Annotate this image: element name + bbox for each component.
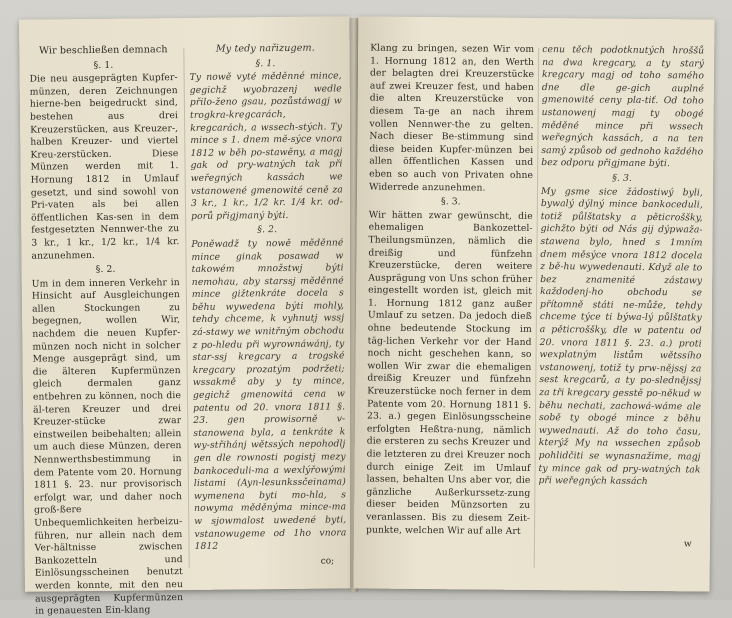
- column-divider: [183, 48, 189, 568]
- german-paragraph-3: Wir hätten zwar gewünscht, die ehemaligen Bankozettel-Theilungsmünzen, nämlich die dreißig und fünfzehn Kreuzerstücke, deren weitere Ausprägung von Uns schon früher eingestellt worden ist, gleich mit 1. Hornung 1812 ganz außer Umlauf zu setzen. Da jedoch dieß ohne bedeutende Stockung im täg-lichen Verkehr vor der Hand noch nicht geschehen kann, so wollen Wir zwar die ehemaligen dreißig Kreuzer und fünfzehn Kreuzerstücke noch ferner in dem Patente vom 20. Hornung 1811 §. 23. a.) gegen Einlösungsscheine erfolgten Heßtra-nung, nämlich die ersteren zu sechs Kreuzer und die letzteren zu drei Kreuzer noch durch einige Zeit im Umlauf lassen, behalten Uns aber vor, die gänzliche Außerkurssetz-zung dieser beiden Münzsorten zu veranlassen. Bis zu diesem Zeit-punkte, welchen Wir auf alle Art: [365, 209, 533, 537]
- left-column-german: [29, 44, 183, 618]
- german-paragraph-2: Um in dem inneren Verkehr in Hinsicht auf Ausgleichungen allen Stockungen zu begegnen, wollen Wir, nachdem die neuen Kupfer-münzen noch nicht in solcher Menge ausgeprägt sind, um die älteren Kupfermünzen gleich dermalen ganz entbehren zu können, noch die äl-teren Kreuzer und drei Kreuzer-stücke zwar einstweilen beibehalten; allein um auch diese Münzen, deren Nennwerthsbestimmung in dem Patente vom 20. Hornung 1811 §. 23. nur provisorisch erfolgt war, und daher noch groß-ßere Unbequemlichkeiten herbeizu-führen, nur allein nach dem Ver-hältnisse zwischen Bankozetteln und Einlösungsscheinen benutzt werden konnte, mit den neu ausgeprägten Kupfermünzen in genauesten Ein-klang: [31, 276, 184, 617]
- czech-paragraph-3: My gsme sice žádostiwý byli, bywalý dýlný mince bankoceduli, totiž půlštatsky a pěticroššky, gichžto býti od Nás gij dýpwaža-stawena bylo, hned s 1mním dnem měsýce vnora 1812 docela z bě-hu wywedenauti. Když ale to bez znamenité zástawy každodenj-ho obchodu se přítomně státi ne-může, tehdy chceme týce ti býwa-lý půlštatky a pěticroššky, dle w patentu od 20. vnora 1811 §. 23. a.) proti wexplatným listům wětssího vstanowenj, totiž ty prw-nějssj za sest kregcarů, a ty po-slednějssj za tři kregcary gesstě po-někud w běhu nechati, zachowá-wáme ale sobě ty obogé mince z běhu wywednauti. Až do toho času, kterýž My na wssechen způsob pohlidčiti se wynasnažime, magj ty mince gak od pry-watných tak při weřegných kassách: [538, 185, 704, 488]
- column-divider: [534, 48, 540, 568]
- czech-paragraph-1: Ty nowě vyté měděnné mince, gegichž wyobrazenj wedle přilo-ženo gsau, pozůstáwagj w trogkra-kregcarách, kregcarách, a wssech-stých. Ty mince s 1. dnem mě-sýce vnora 1812 w běh po-stawěny, a magj gak od pry-watných tak při weřegných kassách we vstanowené gmenowité ceně za 3 kr., 1 kr., 1/2 kr. 1/4 kr. od-porů přigjmaný býti.: [189, 70, 343, 222]
- right-column-czech: [538, 44, 704, 489]
- section-2-marker: §. 2.: [257, 224, 278, 236]
- left-page: [19, 16, 355, 617]
- left-column-czech: [189, 42, 346, 553]
- section-1-marker: §. 1.: [255, 57, 276, 69]
- section-2-marker: §. 2.: [95, 263, 116, 276]
- german-paragraph-1: Die neu ausgeprägten Kupfer-münzen, deren Zeichnungen hierne-ben beigedruckt sind, bestehen aus drei Kreuzerstücken, aus Kreuzer-, halben Kreuzer- und viertel Kreu-zerstücken. Diese Münzen werden mit 1. Hornung 1812 in Umlauf gesetzt, und sind sowohl von Pri-vaten als bei allen öffentlichen Kas-sen in dem festgesetzten Nennwer-the zu 3 kr., 1 kr., 1/2 kr., 1/4 kr. anzunehmen.: [29, 72, 180, 262]
- czech-heading: My tedy nařizugem.: [215, 42, 315, 55]
- right-column-german: [366, 43, 534, 539]
- german-paragraph-continued: Klang zu bringen, sezen Wir vom 1. Hornung 1812 an, den Werth der belagten drei Kreuzerstücke auf zwei Kreuzer fest, und haben die alten Kreuzerstücke von diesem Ta-ge an nach ihrem vollen Nennwer-the zu gelten. Nach dieser Be-stimmung sind diese beiden Kupfer-münzen bei allen öffentlichen Kassen und eben so auch von Privaten ohne Widerrede anzunehmen.: [368, 42, 535, 194]
- catchword: w: [683, 539, 692, 550]
- right-page: [354, 16, 715, 591]
- czech-paragraph-continued: cenu těch podotknutých hroššů na dwa kregcary, a ty starý kregcary magj od toho samého dne dle ge-gich auplné gmenowité ceny pla-tiť. Od toho ustanowenj magj ty obogé měděné mince při wssech weřegných kassách, a na ten samý způsob od gednoho každého bez odporu přigjmane býti.: [541, 44, 705, 170]
- section-3-marker: §. 3.: [612, 172, 632, 184]
- catchword: co;: [320, 556, 335, 567]
- section-3-marker: §. 3.: [440, 196, 461, 208]
- german-heading: Wir beschließen demnach: [39, 44, 168, 57]
- section-1-marker: §. 1.: [93, 59, 114, 71]
- czech-paragraph-2: Poněwadž ty nowě měděnné mince ginak posawad w takowém množstwj býti nemohau, aby starssj měděnné mince gižtenkráte docela s běhu wywedena býti mohly, tehdy chceme, k vyhnutj wssj zá-stawy we wnitřným obchodu z po-hledu při wyrownáwánj, ty star-ssj kregcary a trogské kregcary prozatým podržeti; wssakmě aby y ty mince, gegichž gmenowitá cena w patentu od 20. vnora 1811 §. 23. gen prowisorně v-stanowena byla, a tenkráte k wy-střihánj wětssých nepohodlj gen dle rownosti pogistj mezy bankoceduli-ma a wexlýřowými listami (Ayn-lesunkssčeinama) wymenena byti mo-hla, s nowyma měděnýma mince-ma w sjowmalost uwedené byti, vstanowugeme od 1ho vnora 1812: [191, 237, 347, 553]
